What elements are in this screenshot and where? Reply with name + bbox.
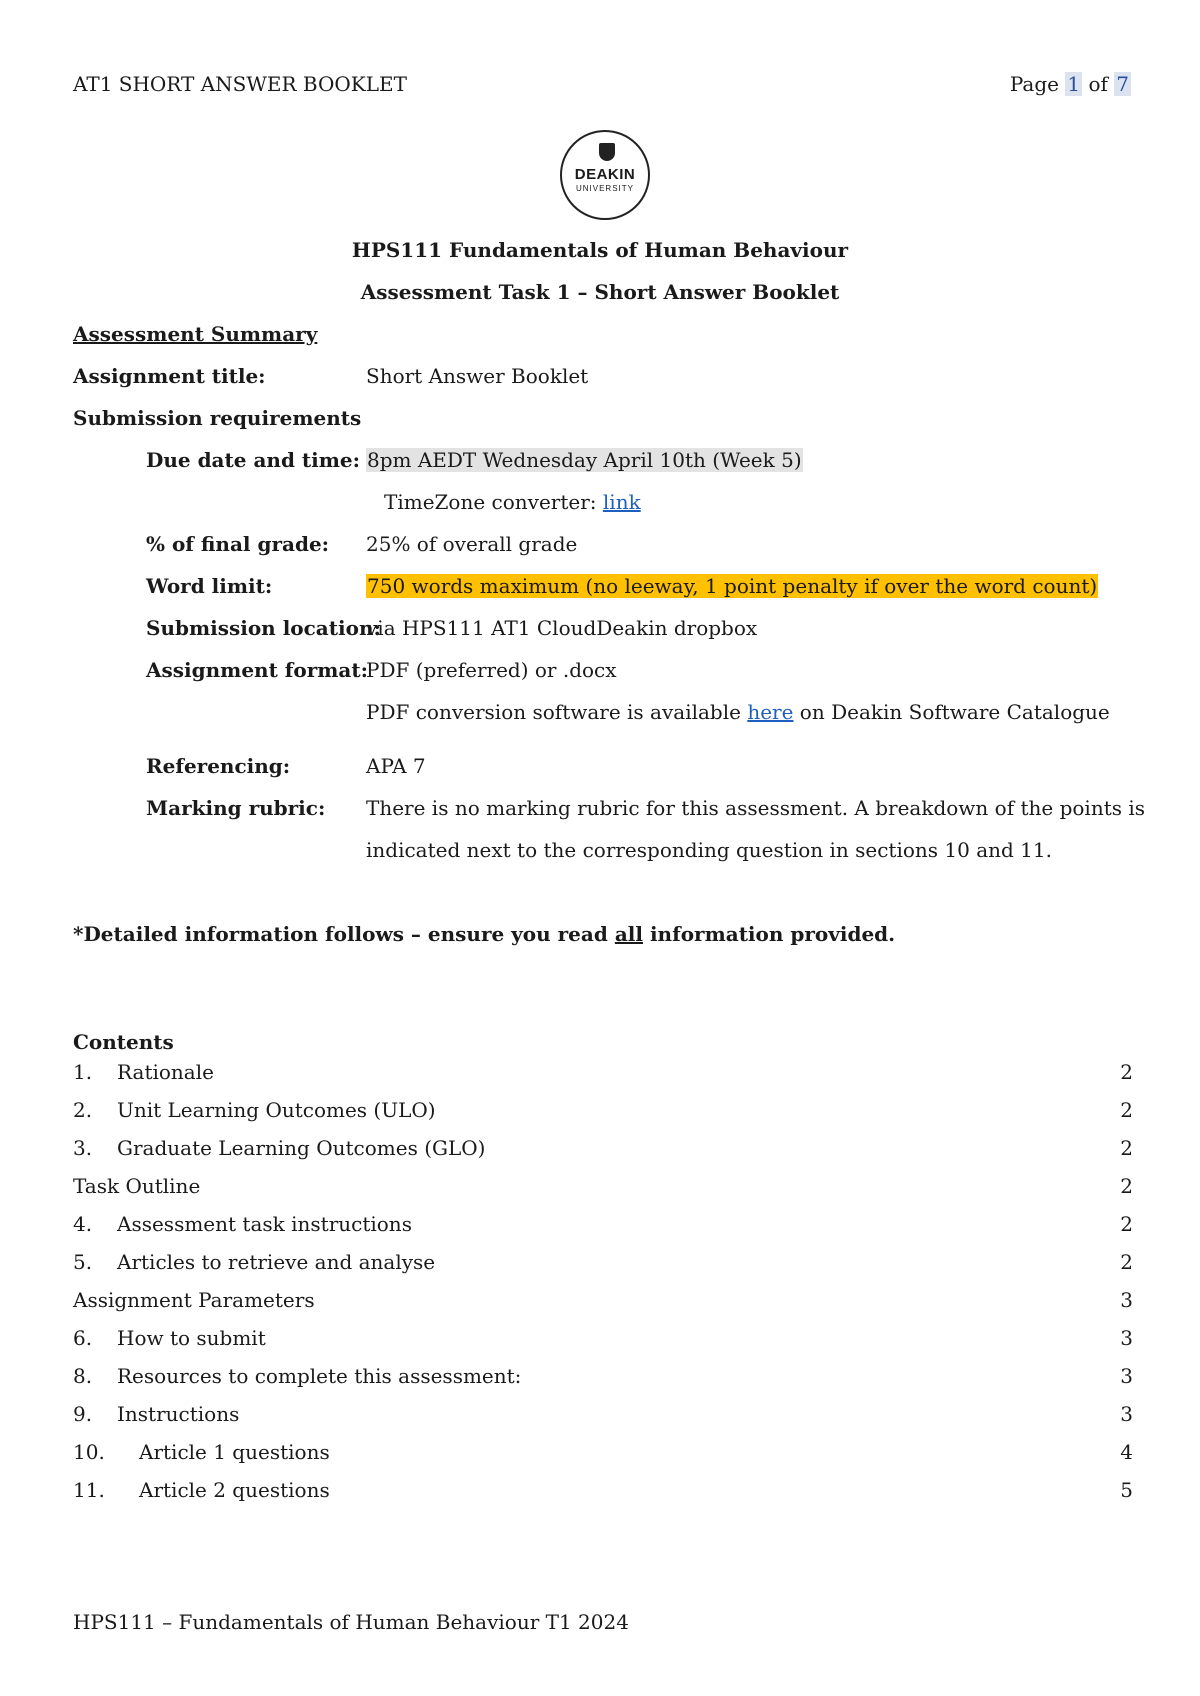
toc-number: 6. <box>73 1326 93 1350</box>
toc-page: 2 <box>1120 1060 1133 1084</box>
toc-item[interactable] <box>73 1326 1133 1356</box>
notice-part3: information provided. <box>649 922 896 946</box>
summary-heading: Assessment Summary <box>73 322 318 346</box>
toc-number: 1. <box>73 1060 93 1084</box>
toc-page: 4 <box>1120 1440 1133 1464</box>
running-header-title: AT1 SHORT ANSWER BOOKLET <box>73 72 407 96</box>
marking-rubric-line2: indicated next to the corresponding question in sections 10 and 11. <box>366 838 1052 862</box>
assignment-format-value: PDF (preferred) or .docx <box>366 658 617 682</box>
toc-number: 8. <box>73 1364 93 1388</box>
assessment-title: Assessment Task 1 – Short Answer Booklet <box>360 280 840 304</box>
assignment-title-label: Assignment title: <box>73 364 266 388</box>
toc-page: 3 <box>1120 1364 1133 1388</box>
submission-requirements-heading: Submission requirements <box>73 406 362 430</box>
pdf-prefix: PDF conversion software is available <box>366 700 741 724</box>
toc-page: 3 <box>1120 1326 1133 1350</box>
toc-page: 2 <box>1120 1250 1133 1274</box>
contents-heading: Contents <box>73 1030 174 1054</box>
toc-text: Articles to retrieve and analyse <box>117 1250 436 1274</box>
pdf-suffix: on Deakin Software Catalogue <box>799 700 1110 724</box>
page-total: 7 <box>1116 72 1129 96</box>
deakin-logo <box>560 130 650 220</box>
timezone-prefix: TimeZone converter: <box>384 490 597 514</box>
due-date-label: Due date and time: <box>146 448 360 472</box>
toc-page: 2 <box>1120 1174 1133 1198</box>
toc-number: 11. <box>73 1478 105 1502</box>
referencing-value: APA 7 <box>366 754 426 778</box>
toc-item[interactable] <box>73 1250 1133 1280</box>
referencing-label: Referencing: <box>146 754 291 778</box>
toc-text: Task Outline <box>73 1174 201 1198</box>
toc-item[interactable] <box>73 1288 1133 1318</box>
timezone-line <box>384 490 641 514</box>
toc-number: 5. <box>73 1250 93 1274</box>
pdf-link[interactable]: here <box>747 700 794 724</box>
toc-item[interactable] <box>73 1440 1133 1470</box>
detailed-info-notice <box>73 922 895 946</box>
grade-value: 25% of overall grade <box>366 532 578 556</box>
running-footer: HPS111 – Fundamentals of Human Behaviour T1 2024 <box>73 1610 629 1634</box>
timezone-link[interactable]: link <box>602 490 641 514</box>
grade-label: % of final grade: <box>146 532 330 556</box>
pdf-conversion-line <box>366 700 1110 724</box>
toc-page: 2 <box>1120 1098 1133 1122</box>
toc-text: Resources to complete this assessment: <box>117 1364 522 1388</box>
toc-page: 5 <box>1120 1478 1133 1502</box>
assignment-format-label: Assignment format: <box>146 658 369 682</box>
assignment-title-value: Short Answer Booklet <box>366 364 589 388</box>
submission-location-value: via HPS111 AT1 CloudDeakin dropbox <box>366 616 758 640</box>
submission-location-label: Submission location: <box>146 616 381 640</box>
toc-page: 2 <box>1120 1136 1133 1160</box>
toc-item[interactable] <box>73 1402 1133 1432</box>
page-of: of <box>1088 72 1108 96</box>
page-number <box>1010 72 1131 96</box>
logo-name: DEAKIN <box>574 166 636 183</box>
toc-text: Assignment Parameters <box>73 1288 315 1312</box>
marking-rubric-line1: There is no marking rubric for this assessment. A breakdown of the points is <box>366 796 1146 820</box>
toc-number: 10. <box>73 1440 105 1464</box>
toc-item[interactable] <box>73 1060 1133 1090</box>
toc-text: Instructions <box>117 1402 240 1426</box>
toc-page: 2 <box>1120 1212 1133 1236</box>
toc-text: Rationale <box>117 1060 214 1084</box>
marking-rubric-label: Marking rubric: <box>146 796 326 820</box>
toc-number: 4. <box>73 1212 93 1236</box>
notice-emphasis: all <box>614 922 643 946</box>
page-current: 1 <box>1067 72 1081 96</box>
page-prefix: Page <box>1009 72 1059 96</box>
due-date-value: 8pm AEDT Wednesday April 10th (Week 5) <box>367 448 802 472</box>
logo-subtitle: UNIVERSITY <box>575 184 634 193</box>
toc-page: 3 <box>1120 1402 1133 1426</box>
toc-item[interactable] <box>73 1136 1133 1166</box>
toc-number: 9. <box>73 1402 93 1426</box>
toc-item[interactable] <box>73 1478 1133 1508</box>
toc-item[interactable] <box>73 1174 1133 1204</box>
toc-item[interactable] <box>73 1098 1133 1128</box>
toc-text: Unit Learning Outcomes (ULO) <box>117 1098 436 1122</box>
toc-item[interactable] <box>73 1364 1133 1394</box>
toc-page: 3 <box>1120 1288 1133 1312</box>
toc-text: Graduate Learning Outcomes (GLO) <box>117 1136 486 1160</box>
toc-text: Assessment task instructions <box>117 1212 412 1236</box>
word-limit-label: Word limit: <box>146 574 273 598</box>
toc-text: How to submit <box>117 1326 266 1350</box>
shield-icon <box>599 143 615 161</box>
notice-part1: *Detailed information follows – ensure you read <box>73 922 608 946</box>
toc-item[interactable] <box>73 1212 1133 1242</box>
toc-number: 3. <box>73 1136 93 1160</box>
toc-text: Article 2 questions <box>139 1478 330 1502</box>
unit-title: HPS111 Fundamentals of Human Behaviour <box>351 238 849 262</box>
toc-number: 2. <box>73 1098 93 1122</box>
toc-text: Article 1 questions <box>139 1440 330 1464</box>
word-limit-value: 750 words maximum (no leeway, 1 point penalty if over the word count) <box>367 574 1098 598</box>
